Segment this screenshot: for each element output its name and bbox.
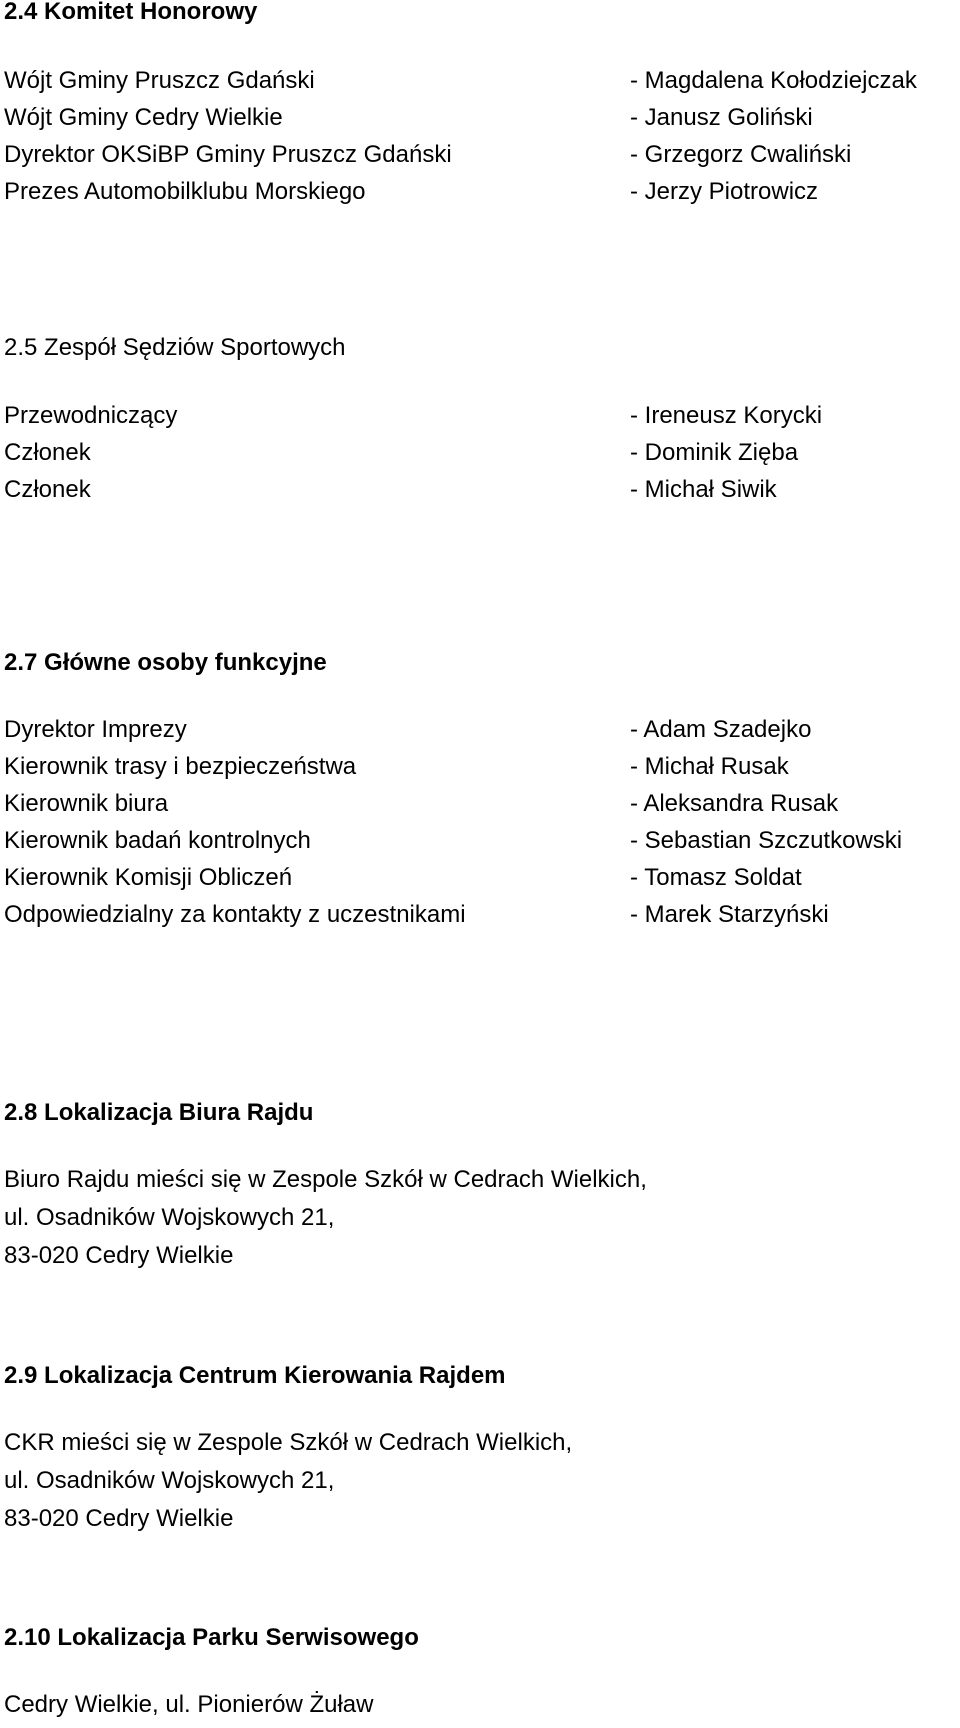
list-item: [4, 822, 954, 859]
section-lokalizacja-parku: [4, 1623, 954, 1718]
list-item: [4, 136, 954, 173]
section-heading: 2.8 Lokalizacja Biura Rajdu: [4, 1099, 314, 1126]
role-label: Członek: [4, 476, 91, 503]
list-item: [4, 859, 954, 896]
list-item: [4, 896, 954, 933]
person-name: - Janusz Goliński: [630, 104, 813, 131]
role-label: Kierownik biura: [4, 790, 169, 817]
person-name: - Tomasz Soldat: [630, 864, 802, 891]
biuro-address: [4, 1161, 954, 1275]
osoby-list: [4, 711, 954, 933]
role-label: Dyrektor OKSiBP Gminy Pruszcz Gdański: [4, 141, 452, 168]
ckr-address: [4, 1424, 954, 1538]
section-heading: 2.4 Komitet Honorowy: [4, 0, 258, 25]
person-name: - Adam Szadejko: [630, 716, 812, 743]
park-address: [4, 1686, 954, 1724]
section-komitet-honorowy: [4, 0, 954, 205]
role-label: Dyrektor Imprezy: [4, 716, 187, 743]
address-line: ul. Osadników Wojskowych 21,: [4, 1204, 335, 1231]
list-item: [4, 785, 954, 822]
address-line: ul. Osadników Wojskowych 21,: [4, 1467, 335, 1494]
role-label: Przewodniczący: [4, 402, 178, 429]
role-label: Odpowiedzialny za kontakty z uczestnikami: [4, 901, 466, 928]
section-lokalizacja-ckr: [4, 1361, 954, 1532]
list-item: [4, 711, 954, 748]
list-item: [4, 471, 954, 508]
role-label: Kierownik trasy i bezpieczeństwa: [4, 753, 357, 780]
section-heading: 2.7 Główne osoby funkcyjne: [4, 649, 327, 676]
list-item: [4, 748, 954, 785]
role-label: Członek: [4, 439, 91, 466]
list-item: [4, 434, 954, 471]
address-line: CKR mieści się w Zespole Szkół w Cedrach Wielkich,: [4, 1429, 573, 1456]
list-item: [4, 173, 954, 210]
person-name: - Marek Starzyński: [630, 901, 829, 928]
address-line: 83-020 Cedry Wielkie: [4, 1505, 234, 1532]
person-name: - Aleksandra Rusak: [630, 790, 839, 817]
person-name: - Ireneusz Korycki: [630, 402, 823, 429]
section-zespol-sedziow: [4, 333, 954, 503]
section-heading: 2.5 Zespół Sędziów Sportowych: [4, 334, 346, 361]
section-glowne-osoby: [4, 648, 954, 928]
person-name: - Michał Rusak: [630, 753, 789, 780]
role-label: Prezes Automobilklubu Morskiego: [4, 178, 366, 205]
person-name: - Grzegorz Cwaliński: [630, 141, 852, 168]
komitet-list: [4, 62, 954, 210]
section-heading: 2.10 Lokalizacja Parku Serwisowego: [4, 1624, 419, 1651]
role-label: Kierownik Komisji Obliczeń: [4, 864, 293, 891]
sedziowie-list: [4, 397, 954, 508]
list-item: [4, 397, 954, 434]
section-heading: 2.9 Lokalizacja Centrum Kierowania Rajdem: [4, 1362, 506, 1389]
section-lokalizacja-biura: [4, 1098, 954, 1269]
address-line: 83-020 Cedry Wielkie: [4, 1242, 234, 1269]
list-item: [4, 99, 954, 136]
list-item: [4, 62, 954, 99]
role-label: Wójt Gminy Pruszcz Gdański: [4, 67, 315, 94]
person-name: - Jerzy Piotrowicz: [630, 178, 819, 205]
person-name: - Magdalena Kołodziejczak: [630, 67, 917, 94]
person-name: - Dominik Zięba: [630, 439, 799, 466]
person-name: - Sebastian Szczutkowski: [630, 827, 903, 854]
role-label: Wójt Gminy Cedry Wielkie: [4, 104, 283, 131]
role-label: Kierownik badań kontrolnych: [4, 827, 311, 854]
address-line: Cedry Wielkie, ul. Pionierów Żuław: [4, 1691, 374, 1718]
address-line: Biuro Rajdu mieści się w Zespole Szkół w Cedrach Wielkich,: [4, 1166, 647, 1193]
person-name: - Michał Siwik: [630, 476, 777, 503]
